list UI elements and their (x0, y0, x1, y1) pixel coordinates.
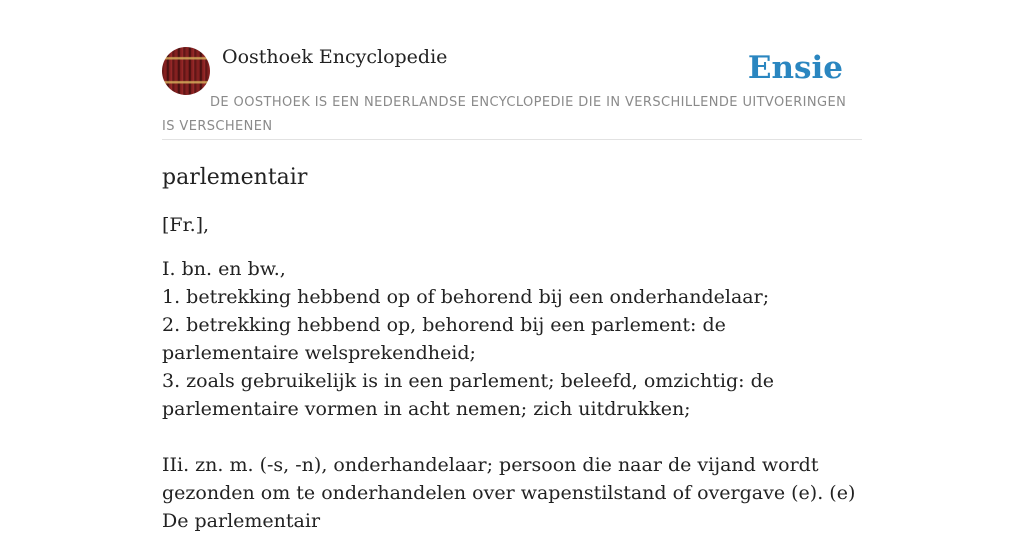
site-name[interactable]: Oosthoek Encyclopedie (222, 46, 448, 68)
definition-sense-3: 3. zoals gebruikelijk is in een parlement; beleefd, omzichtig: de parlementaire vormen in acht nemen; zich uitdrukken; (162, 370, 774, 420)
entry-content (162, 160, 862, 535)
paragraph-spacer (162, 423, 862, 451)
site-tagline: DE OOSTHOEK IS EEN NEDERLANDSE ENCYCLOPEDIE DIE IN VERSCHILLENDE UITVOERINGEN IS VERSCHENEN (162, 95, 847, 134)
definition-sense-1: 1. betrekking hebbend op of behorend bij een onderhandelaar; (162, 286, 770, 308)
entry-etymology: [Fr.], (162, 214, 210, 236)
site-header (162, 46, 862, 140)
entry-body (162, 255, 862, 535)
definition-part-2: IIi. zn. m. (-s, -n), onderhandelaar; persoon die naar de vijand wordt gezonden om te onderhandelen over wapenstilstand of overgave (e). (e) De parlementair (162, 454, 856, 532)
encyclopedia-avatar-icon[interactable] (162, 47, 210, 95)
ensie-logo[interactable]: Ensie (747, 50, 843, 86)
definition-part-1: I. bn. en bw., (162, 258, 286, 280)
entry-title: parlementair (162, 165, 308, 190)
definition-sense-2: 2. betrekking hebbend op, behorend bij een parlement: de parlementaire welsprekendheid; (162, 314, 726, 364)
